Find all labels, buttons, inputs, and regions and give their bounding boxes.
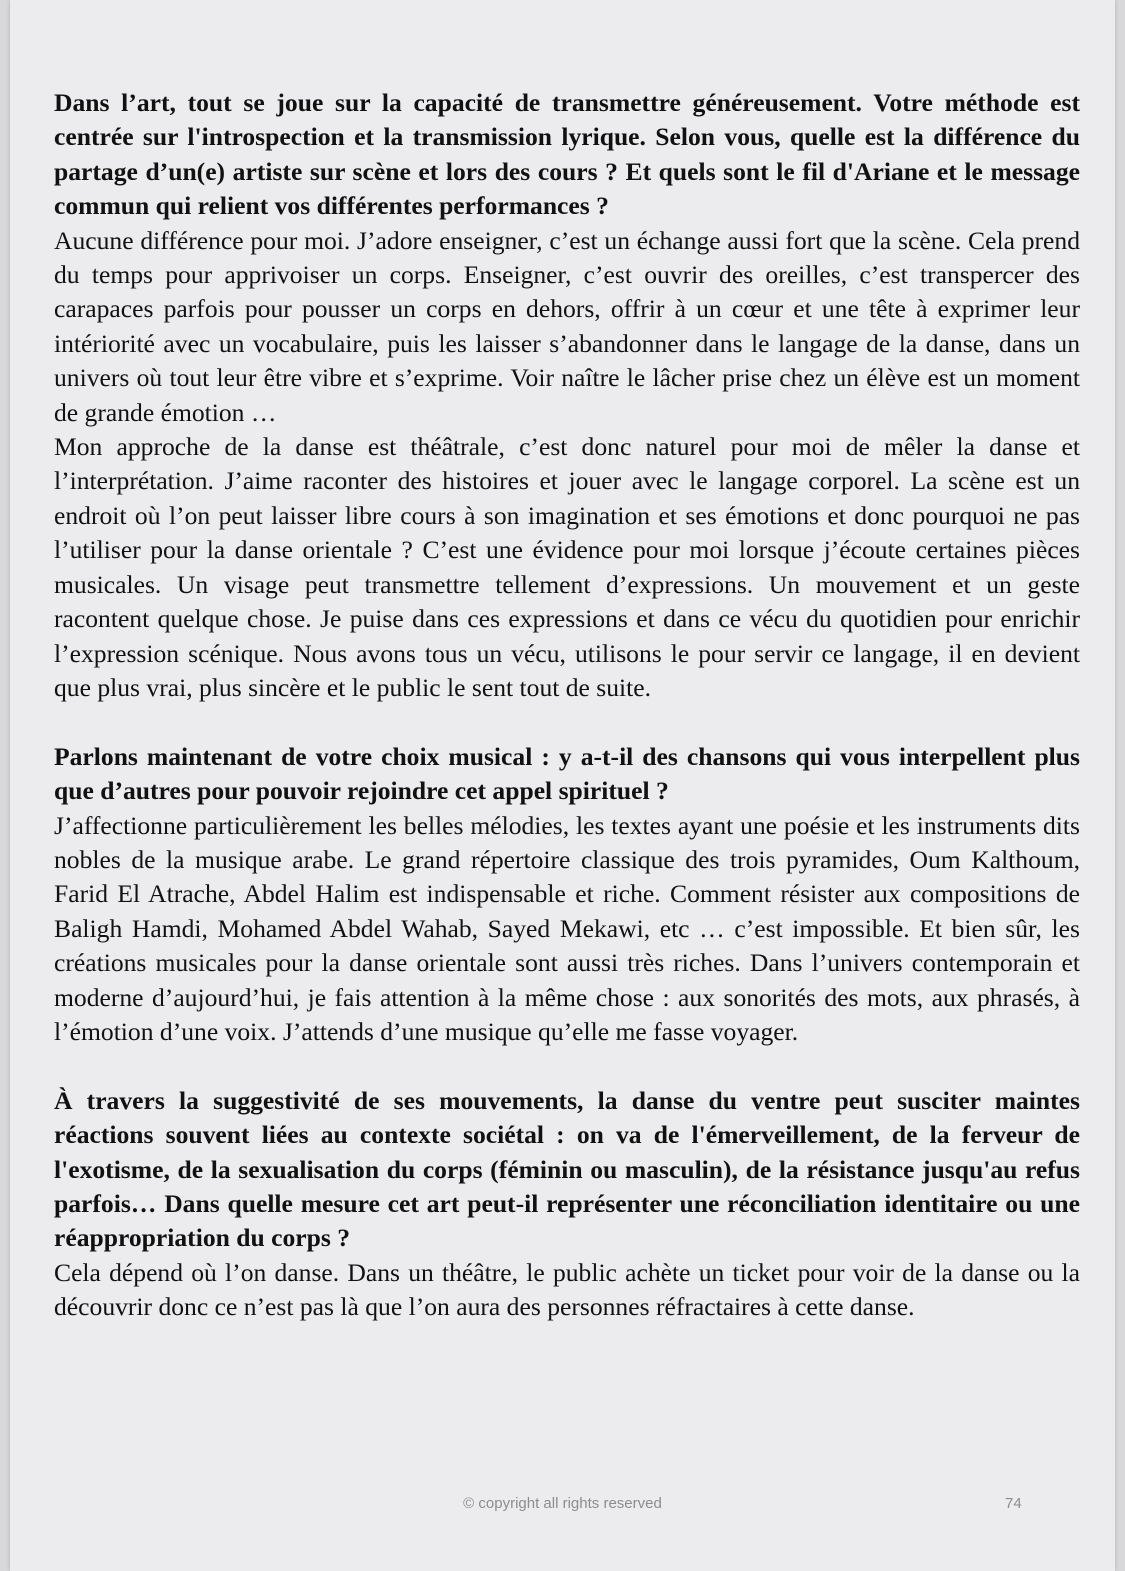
interview-answer-2-paragraph-1: J’affectionne particulièrement les belles mélodies, les textes ayant une poésie et les instruments dits nobles de la musique arabe. Le grand répertoire classique des trois pyramides, Oum Kalthoum, Farid El Atrache, Abdel Halim est indispensable et riche. Comment résister aux compositions de Baligh Hamdi, Mohamed Abdel Wahab, Sayed Mekawi, etc … c’est impossible. Et bien sûr, les créations musicales pour la danse orientale sont aussi très riches. Dans l’univers contemporain et moderne d’aujourd’hui, je fais attention à la même chose : aux sonorités des mots, aux phrasés, à l’émotion d’une voix. J’attends d’une musique qu’elle me fasse voyager. [54, 810, 1080, 1046]
paragraph-spacer [54, 705, 1080, 739]
page-content [54, 86, 1080, 1325]
interview-question-2: Parlons maintenant de votre choix musical : y a-t-il des chansons qui vous interpellent plus que d’autres pour pouvoir rejoindre cet appel spirituel ? [54, 741, 1080, 806]
page-number: 74 [1005, 1495, 1022, 1512]
interview-question-3: À travers la suggestivité de ses mouvements, la danse du ventre peut susciter maintes réactions souvent liées au contexte sociétal : on va de l'émerveillement, de la ferveur de l'exotisme, de la sexualisation du corps (féminin ou masculin), de la résistance jusqu'au refus parfois… Dans quelle mesure cet art peut-il représenter une réconciliation identitaire ou une réappropriation du corps ? [54, 1085, 1080, 1253]
interview-answer-1-paragraph-1: Aucune différence pour moi. J’adore enseigner, c’est un échange aussi fort que la scène. Cela prend du temps pour apprivoiser un corps. Enseigner, c’est ouvrir des oreilles, c’est transpercer des carapaces parfois pour pousser un corps en dehors, offrir à un cœur et une tête à exprimer leur intériorité avec un vocabulaire, puis les laisser s’abandonner dans le langage de la danse, dans un univers où tout leur être vibre et s’exprime. Voir naître le lâcher prise chez un élève est un moment de grande émotion … [54, 225, 1080, 427]
interview-answer-3-paragraph-1: Cela dépend où l’on danse. Dans un théâtre, le public achète un ticket pour voir de la danse ou la découvrir donc ce n’est pas là que l’on aura des personnes réfractaires à cette danse. [54, 1257, 1080, 1322]
document-page [10, 0, 1115, 1571]
interview-answer-1-paragraph-2: Mon approche de la danse est théâtrale, c’est donc naturel pour moi de mêler la danse et l’interprétation. J’aime raconter des histoires et jouer avec le langage corporel. La scène est un endroit où l’on peut laisser libre cours à son imagination et ses émotions et donc pourquoi ne pas l’utiliser pour la danse orientale ? C’est une évidence pour moi lorsque j’écoute certaines pièces musicales. Un visage peut transmettre tellement d’expressions. Un mouvement et un geste racontent quelque chose. Je puise dans ces expressions et dans ce vécu du quotidien pour enrichir l’expression scénique. Nous avons tous un vécu, utilisons le pour servir ce langage, il en devient que plus vrai, plus sincère et le public le sent tout de suite. [54, 432, 1080, 702]
interview-question-1: Dans l’art, tout se joue sur la capacité de transmettre généreusement. Votre méthode est centrée sur l'introspection et la transmission lyrique. Selon vous, quelle est la différence du partage d’un(e) artiste sur scène et lors des cours ? Et quels sont le fil d'Ariane et le message commun qui relient vos différentes performances ? [54, 88, 1080, 221]
copyright-notice: © copyright all rights reserved [463, 1495, 662, 1512]
paragraph-spacer [54, 1049, 1080, 1083]
